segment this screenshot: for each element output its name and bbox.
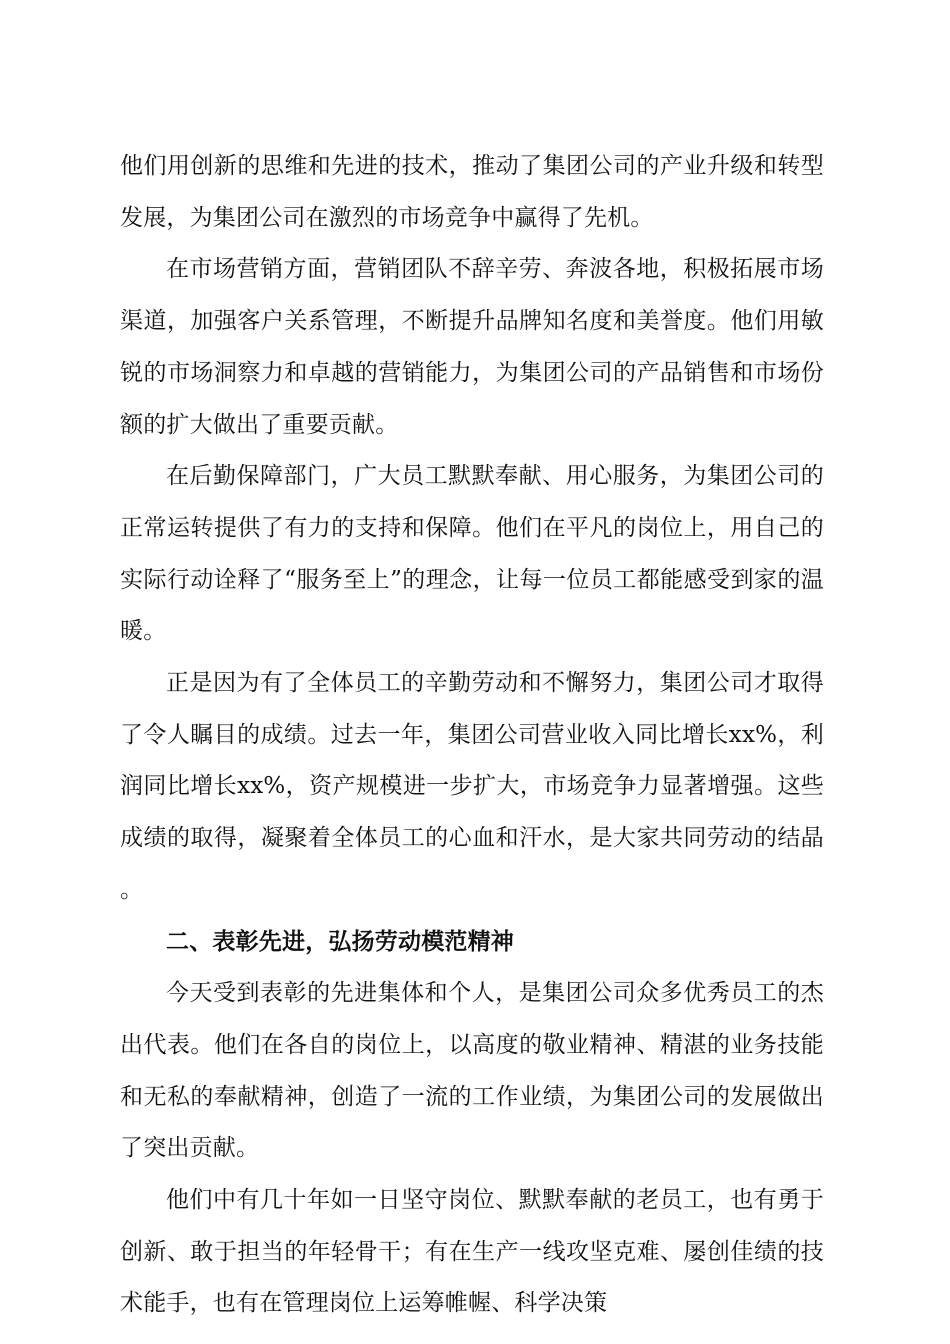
paragraph-5: 今天受到表彰的先进集体和个人，是集团公司众多优秀员工的杰出代表。他们在各自的岗位上，以高度的敬业精神、精湛的业务技能和无私的奉献精神，创造了一流的工作业绩，为集团公司的发展做出了突出贡献。	[120, 980, 824, 1162]
paragraph-6: 他们中有几十年如一日坚守岗位、默默奉献的老员工，也有勇于创新、敢于担当的年轻骨干；有在生产一线攻坚克难、屡创佳绩的技术能手，也有在管理岗位上运筹帷幄、科学决策	[120, 1187, 824, 1317]
paragraph-3: 在后勤保障部门，广大员工默默奉献、用心服务，为集团公司的正常运转提供了有力的支持和保障。他们在平凡的岗位上，用自己的实际行动诠释了“服务至上”的理念，让每一位员工都能感受到家的温暖。	[120, 463, 824, 645]
paragraph-4: 正是因为有了全体员工的辛勤劳动和不懈努力，集团公司才取得了令人瞩目的成绩。过去一年，集团公司营业收入同比增长xx%，利润同比增长xx%，资产规模进一步扩大，市场竞争力显著增强。这些成绩的取得，凝聚着全体员工的心血和汗水，是大家共同劳动的结晶。	[120, 670, 824, 903]
paragraph-1: 他们用创新的思维和先进的技术，推动了集团公司的产业升级和转型发展，为集团公司在激烈的市场竞争中赢得了先机。	[120, 153, 824, 231]
paragraph-2: 在市场营销方面，营销团队不辞辛劳、奔波各地，积极拓展市场渠道，加强客户关系管理，不断提升品牌知名度和美誉度。他们用敏锐的市场洞察力和卓越的营销能力，为集团公司的产品销售和市场份额的扩大做出了重要贡献。	[120, 256, 824, 438]
document-body	[120, 141, 824, 1330]
section-heading: 二、表彰先进，弘扬劳动模范精神	[166, 928, 514, 955]
